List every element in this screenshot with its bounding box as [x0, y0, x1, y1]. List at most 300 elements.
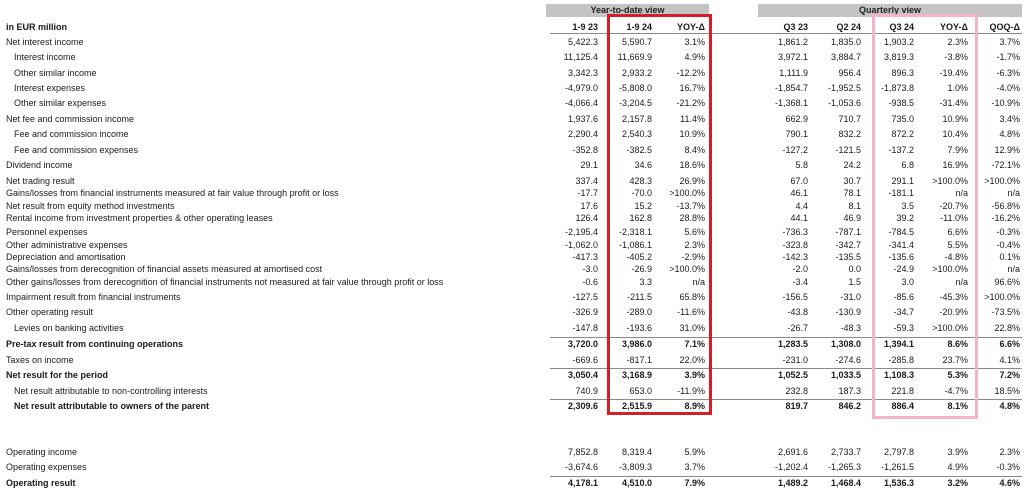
cell-value: -2.9%: [681, 252, 705, 262]
cell-value: 29.1: [580, 160, 598, 170]
cell-value: 65.8%: [679, 292, 705, 302]
cell-value: 1,903.2: [883, 37, 914, 47]
cell-value: 0.1%: [999, 252, 1020, 262]
cell-value: 1,052.5: [777, 370, 808, 380]
row-label: Operating result: [6, 478, 76, 488]
cell-value: 8.9%: [684, 401, 705, 411]
row-label: Taxes on income: [6, 355, 74, 365]
cell-value: -3,204.5: [618, 98, 652, 108]
cell-value: -26.7: [787, 323, 808, 333]
cell-value: 337.4: [575, 176, 598, 186]
cell-value: >100.0%: [669, 264, 705, 274]
cell-value: -1,265.3: [827, 462, 861, 472]
cell-value: >100.0%: [932, 176, 968, 186]
cell-value: -156.5: [782, 292, 808, 302]
cell-value: -1.7%: [996, 52, 1020, 62]
cell-value: 22.0%: [679, 355, 705, 365]
cell-value: 3.3: [639, 277, 652, 287]
cell-value: -20.7%: [939, 201, 968, 211]
cell-value: 3.1%: [684, 37, 705, 47]
cell-value: 886.4: [891, 401, 914, 411]
cell-value: -736.3: [782, 227, 808, 237]
cell-value: -34.7: [893, 307, 914, 317]
row-label: Net result from equity method investments: [6, 201, 175, 211]
row-label: Net trading result: [6, 176, 75, 186]
cell-value: -405.2: [626, 252, 652, 262]
row-label: Other similar income: [14, 68, 97, 78]
cell-value: -11.9%: [677, 386, 705, 396]
cell-value: 6.6%: [999, 339, 1020, 349]
cell-value: 4.9%: [947, 462, 968, 472]
cell-value: 1.0%: [947, 83, 968, 93]
cell-value: 2,515.9: [621, 401, 652, 411]
cell-value: -787.1: [835, 227, 861, 237]
cell-value: 5.6%: [684, 227, 705, 237]
cell-value: 3,986.0: [621, 339, 652, 349]
table-row: [0, 67, 1024, 80]
row-label: Dividend income: [6, 160, 73, 170]
cell-value: 10.9%: [942, 114, 968, 124]
table-row: [0, 338, 1024, 351]
cell-value: -17.7: [577, 188, 598, 198]
cell-value: -2,318.1: [618, 227, 652, 237]
cell-value: 956.4: [838, 68, 861, 78]
row-label: Personnel expenses: [6, 227, 88, 237]
table-row: [0, 385, 1024, 398]
cell-value: -1,086.1: [618, 240, 652, 250]
cell-value: -3,809.3: [618, 462, 652, 472]
cell-value: 1,283.5: [777, 339, 808, 349]
cell-value: -31.0: [840, 292, 861, 302]
cell-value: 18.5%: [994, 386, 1020, 396]
cell-value: -72.1%: [991, 160, 1020, 170]
row-label: Net result attributable to owners of the parent: [14, 401, 210, 411]
cell-value: 24.2: [843, 160, 861, 170]
cell-value: 18.6%: [679, 160, 705, 170]
cell-value: 2.3%: [999, 447, 1020, 457]
cell-value: 221.8: [891, 386, 914, 396]
row-label: Operating income: [6, 447, 78, 457]
cell-value: >100.0%: [984, 292, 1020, 302]
cell-value: 2.3%: [684, 240, 705, 250]
table-row: [0, 128, 1024, 141]
cell-value: n/a: [1007, 264, 1020, 274]
cell-value: -4.7%: [944, 386, 968, 396]
cell-value: 3.9%: [947, 447, 968, 457]
cell-value: 6.6%: [947, 227, 968, 237]
cell-value: 1,835.0: [830, 37, 861, 47]
cell-value: 3.9%: [684, 370, 705, 380]
table-row: [0, 82, 1024, 95]
cell-value: 1,536.3: [883, 478, 914, 488]
cell-value: -181.1: [888, 188, 914, 198]
cell-value: 5,590.7: [621, 37, 652, 47]
cell-value: -56.8%: [991, 201, 1020, 211]
cell-value: -16.2%: [991, 213, 1020, 223]
row-label: Other administrative expenses: [6, 240, 128, 250]
row-label: Fee and commission income: [14, 129, 129, 139]
cell-value: 710.7: [838, 114, 861, 124]
cell-value: -73.5%: [991, 307, 1020, 317]
cell-value: 46.9: [843, 213, 861, 223]
highlight-q3-24: [872, 14, 978, 419]
cell-value: -147.8: [572, 323, 598, 333]
cell-value: -3.8%: [944, 52, 968, 62]
cell-value: -4,979.0: [564, 83, 598, 93]
cell-value: 428.3: [629, 176, 652, 186]
cell-value: n/a: [1007, 188, 1020, 198]
cell-value: -352.8: [572, 145, 598, 155]
row-label: Gains/losses from derecognition of financial assets measured at amortised cost: [6, 264, 323, 274]
cell-value: -669.6: [572, 355, 598, 365]
cell-value: 34.6: [634, 160, 652, 170]
row-label: Operating expenses: [6, 462, 87, 472]
cell-value: -127.5: [572, 292, 598, 302]
cell-value: 4.4: [795, 201, 808, 211]
cell-value: 15.2: [634, 201, 652, 211]
cell-value: 28.8%: [679, 213, 705, 223]
table-row: [0, 263, 1024, 276]
cell-value: -4,066.4: [564, 98, 598, 108]
cell-value: 3,168.9: [621, 370, 652, 380]
cell-value: 96.6%: [994, 277, 1020, 287]
row-label: Net interest income: [6, 37, 84, 47]
cell-value: -21.2%: [676, 98, 705, 108]
cell-value: -231.0: [782, 355, 808, 365]
cell-value: 2,933.2: [621, 68, 652, 78]
cell-value: 232.8: [785, 386, 808, 396]
table-row: [0, 276, 1024, 289]
cell-value: 5.9%: [684, 447, 705, 457]
cell-value: 3.4%: [999, 114, 1020, 124]
cell-value: 1,489.2: [777, 478, 808, 488]
cell-value: -127.2: [782, 145, 808, 155]
cell-value: -342.7: [835, 240, 861, 250]
cell-value: -938.5: [888, 98, 914, 108]
cell-value: -11.0%: [940, 213, 968, 223]
cell-value: 1,468.4: [830, 478, 861, 488]
cell-value: 1,861.2: [777, 37, 808, 47]
cell-value: 11,125.4: [563, 52, 598, 62]
cell-value: 2,733.7: [830, 447, 861, 457]
table-row: [0, 212, 1024, 225]
cell-value: -48.3: [840, 323, 861, 333]
cell-value: 6.8: [901, 160, 914, 170]
cell-value: 8.1: [848, 201, 861, 211]
cell-value: -285.8: [888, 355, 914, 365]
cell-value: 2,540.3: [621, 129, 652, 139]
cell-value: 22.8%: [994, 323, 1020, 333]
cell-value: -417.3: [572, 252, 598, 262]
cell-value: 1,394.1: [883, 339, 914, 349]
col-header-q2-24: Q2 24: [836, 22, 861, 32]
cell-value: 67.0: [790, 176, 808, 186]
cell-value: 11,669.9: [617, 52, 652, 62]
col-header-q-yoy: YOY-Δ: [940, 22, 968, 32]
cell-value: -70.0: [631, 188, 652, 198]
cell-value: -43.8: [787, 307, 808, 317]
row-label: Fee and commission expenses: [14, 145, 139, 155]
cell-value: 10.9%: [679, 129, 705, 139]
cell-value: -85.6: [893, 292, 914, 302]
cell-value: -3.4: [792, 277, 808, 287]
cell-value: 8,319.4: [621, 447, 652, 457]
cell-value: >100.0%: [932, 264, 968, 274]
cell-value: -193.6: [626, 323, 652, 333]
cell-value: -6.3%: [996, 68, 1020, 78]
row-divider: [550, 476, 1022, 477]
cell-value: 0.0: [848, 264, 861, 274]
cell-value: -1,202.4: [774, 462, 808, 472]
cell-value: -31.4%: [939, 98, 968, 108]
cell-value: 4,178.1: [567, 478, 598, 488]
cell-value: 7.9%: [947, 145, 968, 155]
cell-value: >100.0%: [669, 188, 705, 198]
table-row: [0, 354, 1024, 367]
cell-value: 16.9%: [942, 160, 968, 170]
table-row: [0, 322, 1024, 335]
cell-value: -24.9: [893, 264, 914, 274]
cell-value: -10.9%: [991, 98, 1020, 108]
row-label: Pre-tax result from continuing operations: [6, 339, 184, 349]
cell-value: -1,854.7: [774, 83, 808, 93]
highlight-ytd-current: [607, 14, 712, 415]
cell-value: -137.2: [888, 145, 914, 155]
cell-value: 11.4%: [680, 114, 705, 124]
cell-value: -121.5: [835, 145, 861, 155]
cell-value: -3.0: [582, 264, 598, 274]
cell-value: 7.2%: [999, 370, 1020, 380]
row-label: Gains/losses from financial instruments measured at fair value through profit or loss: [6, 188, 339, 198]
table-row: [0, 461, 1024, 474]
table-row: [0, 477, 1024, 490]
cell-value: 3,972.1: [777, 52, 808, 62]
cell-value: 30.7: [843, 176, 861, 186]
table-row: [0, 187, 1024, 200]
cell-value: 5.5%: [947, 240, 968, 250]
cell-value: 3.7%: [999, 37, 1020, 47]
cell-value: -1,873.8: [880, 83, 914, 93]
cell-value: 1,108.3: [883, 370, 914, 380]
cell-value: 1,033.5: [830, 370, 861, 380]
cell-value: 3.2%: [947, 478, 968, 488]
cell-value: 17.6: [580, 201, 598, 211]
row-label: Rental income from investment properties & other operating leases: [6, 213, 273, 223]
quarterly-view-header: Quarterly view: [758, 4, 1022, 17]
table-row: [0, 51, 1024, 64]
cell-value: 8.4%: [684, 145, 705, 155]
cell-value: 3,819.3: [883, 52, 914, 62]
cell-value: 78.1: [843, 188, 861, 198]
cell-value: 3,720.0: [567, 339, 598, 349]
row-label: Net result for the period: [6, 370, 109, 380]
cell-value: 1,308.0: [830, 339, 861, 349]
cell-value: 31.0%: [679, 323, 705, 333]
cell-value: 735.0: [891, 114, 914, 124]
cell-value: -289.0: [626, 307, 652, 317]
cell-value: 872.2: [891, 129, 914, 139]
row-label: Interest income: [14, 52, 76, 62]
cell-value: 2.3%: [947, 37, 968, 47]
cell-value: -1,368.1: [774, 98, 808, 108]
cell-value: 790.1: [785, 129, 808, 139]
cell-value: 4,510.0: [621, 478, 652, 488]
cell-value: 3.5: [901, 201, 914, 211]
cell-value: -2.0: [792, 264, 808, 274]
cell-value: 46.1: [790, 188, 808, 198]
cell-value: 23.7%: [942, 355, 968, 365]
cell-value: 5.8: [795, 160, 808, 170]
cell-value: 7.9%: [684, 478, 705, 488]
cell-value: -1,952.5: [827, 83, 861, 93]
cell-value: >100.0%: [984, 176, 1020, 186]
cell-value: 8.6%: [947, 339, 968, 349]
cell-value: 7.1%: [684, 339, 705, 349]
cell-value: -3,674.6: [564, 462, 598, 472]
cell-value: -19.4%: [939, 68, 968, 78]
cell-value: -13.7%: [676, 201, 705, 211]
cell-value: 4.8%: [999, 129, 1020, 139]
cell-value: 126.4: [575, 213, 598, 223]
cell-value: 3,342.3: [567, 68, 598, 78]
unit-label: in EUR million: [6, 22, 68, 32]
row-label: Depreciation and amortisation: [6, 252, 126, 262]
table-row: [0, 159, 1024, 172]
table-row: [0, 97, 1024, 110]
col-header-1-9-24: 1-9 24: [626, 22, 652, 32]
cell-value: 3,884.7: [830, 52, 861, 62]
cell-value: 4.6%: [999, 478, 1020, 488]
cell-value: 1.5: [848, 277, 861, 287]
cell-value: 3,050.4: [567, 370, 598, 380]
cell-value: 740.9: [575, 386, 598, 396]
cell-value: 896.3: [891, 68, 914, 78]
cell-value: -0.3%: [996, 462, 1020, 472]
row-label: Other operating result: [6, 307, 94, 317]
cell-value: 2,691.6: [777, 447, 808, 457]
cell-value: -211.5: [627, 292, 652, 302]
cell-value: -326.9: [572, 307, 598, 317]
cell-value: 1,111.9: [779, 68, 808, 78]
cell-value: 16.7%: [679, 83, 705, 93]
table-row: [0, 446, 1024, 459]
cell-value: -1,261.5: [880, 462, 914, 472]
col-header-q3-23: Q3 23: [783, 22, 808, 32]
row-label: Other gains/losses from derecognition of financial instruments not measured at fair value through profit or loss: [6, 277, 444, 287]
cell-value: 4.8%: [999, 401, 1020, 411]
cell-value: 12.9%: [994, 145, 1020, 155]
table-row: [0, 400, 1024, 413]
col-header-1-9-23: 1-9 23: [572, 22, 598, 32]
cell-value: -130.9: [835, 307, 861, 317]
cell-value: 7,852.8: [567, 447, 598, 457]
col-header-ytd-yoy: YOY-Δ: [677, 22, 705, 32]
cell-value: -4.8%: [944, 252, 968, 262]
row-label: Other similar expenses: [14, 98, 107, 108]
cell-value: 4.1%: [999, 355, 1020, 365]
cell-value: -2,195.4: [564, 227, 598, 237]
row-label: Impairment result from financial instruments: [6, 292, 181, 302]
row-label: Interest expenses: [14, 83, 86, 93]
cell-value: 819.7: [785, 401, 808, 411]
cell-value: -0.6: [582, 277, 598, 287]
row-label: Levies on banking activities: [14, 323, 124, 333]
col-header-q3-24: Q3 24: [889, 22, 914, 32]
cell-value: >100.0%: [932, 323, 968, 333]
cell-value: 653.0: [629, 386, 652, 396]
cell-value: 2,309.6: [567, 401, 598, 411]
cell-value: 1,937.6: [567, 114, 598, 124]
cell-value: 162.8: [629, 213, 652, 223]
cell-value: -817.1: [626, 355, 652, 365]
cell-value: 44.1: [790, 213, 808, 223]
cell-value: -382.5: [626, 145, 652, 155]
table-row: [0, 226, 1024, 239]
cell-value: -45.3%: [939, 292, 968, 302]
table-row: [0, 291, 1024, 304]
cell-value: -135.6: [888, 252, 914, 262]
cell-value: n/a: [692, 277, 705, 287]
cell-value: -784.5: [888, 227, 914, 237]
cell-value: -20.9%: [939, 307, 968, 317]
cell-value: -1,062.0: [564, 240, 598, 250]
cell-value: -0.3%: [996, 227, 1020, 237]
cell-value: -11.6%: [677, 307, 705, 317]
col-header-qoq: QOQ-Δ: [989, 22, 1020, 32]
cell-value: n/a: [955, 277, 968, 287]
cell-value: 3.0: [901, 277, 914, 287]
cell-value: -135.5: [835, 252, 861, 262]
cell-value: -0.4%: [996, 240, 1020, 250]
cell-value: -59.3: [893, 323, 914, 333]
cell-value: -341.4: [888, 240, 914, 250]
cell-value: 26.9%: [679, 176, 705, 186]
cell-value: -323.8: [782, 240, 808, 250]
cell-value: 291.1: [891, 176, 914, 186]
cell-value: 2,797.8: [883, 447, 914, 457]
cell-value: 832.2: [838, 129, 861, 139]
cell-value: -12.2%: [676, 68, 705, 78]
cell-value: 10.4%: [942, 129, 968, 139]
cell-value: 39.2: [896, 213, 914, 223]
cell-value: 8.1%: [947, 401, 968, 411]
cell-value: 5.3%: [947, 370, 968, 380]
row-label: Net result attributable to non-controlling interests: [14, 386, 208, 396]
cell-value: 3.7%: [684, 462, 705, 472]
table-row: [0, 306, 1024, 319]
cell-value: -1,053.6: [827, 98, 861, 108]
cell-value: -5,808.0: [618, 83, 652, 93]
cell-value: -142.3: [782, 252, 808, 262]
table-row: [0, 113, 1024, 126]
cell-value: -26.9: [631, 264, 652, 274]
cell-value: -4.0%: [996, 83, 1020, 93]
table-row: [0, 36, 1024, 49]
table-row: [0, 144, 1024, 157]
cell-value: 187.3: [838, 386, 861, 396]
cell-value: 846.2: [838, 401, 861, 411]
cell-value: 2,157.8: [621, 114, 652, 124]
cell-value: -274.6: [835, 355, 861, 365]
cell-value: 5,422.3: [567, 37, 598, 47]
cell-value: n/a: [955, 188, 968, 198]
row-label: Net fee and commission income: [6, 114, 135, 124]
cell-value: 4.9%: [684, 52, 705, 62]
table-row: [0, 369, 1024, 382]
cell-value: 2,290.4: [567, 129, 598, 139]
cell-value: 662.9: [785, 114, 808, 124]
ytd-view-header: Year-to-date view: [546, 4, 709, 17]
